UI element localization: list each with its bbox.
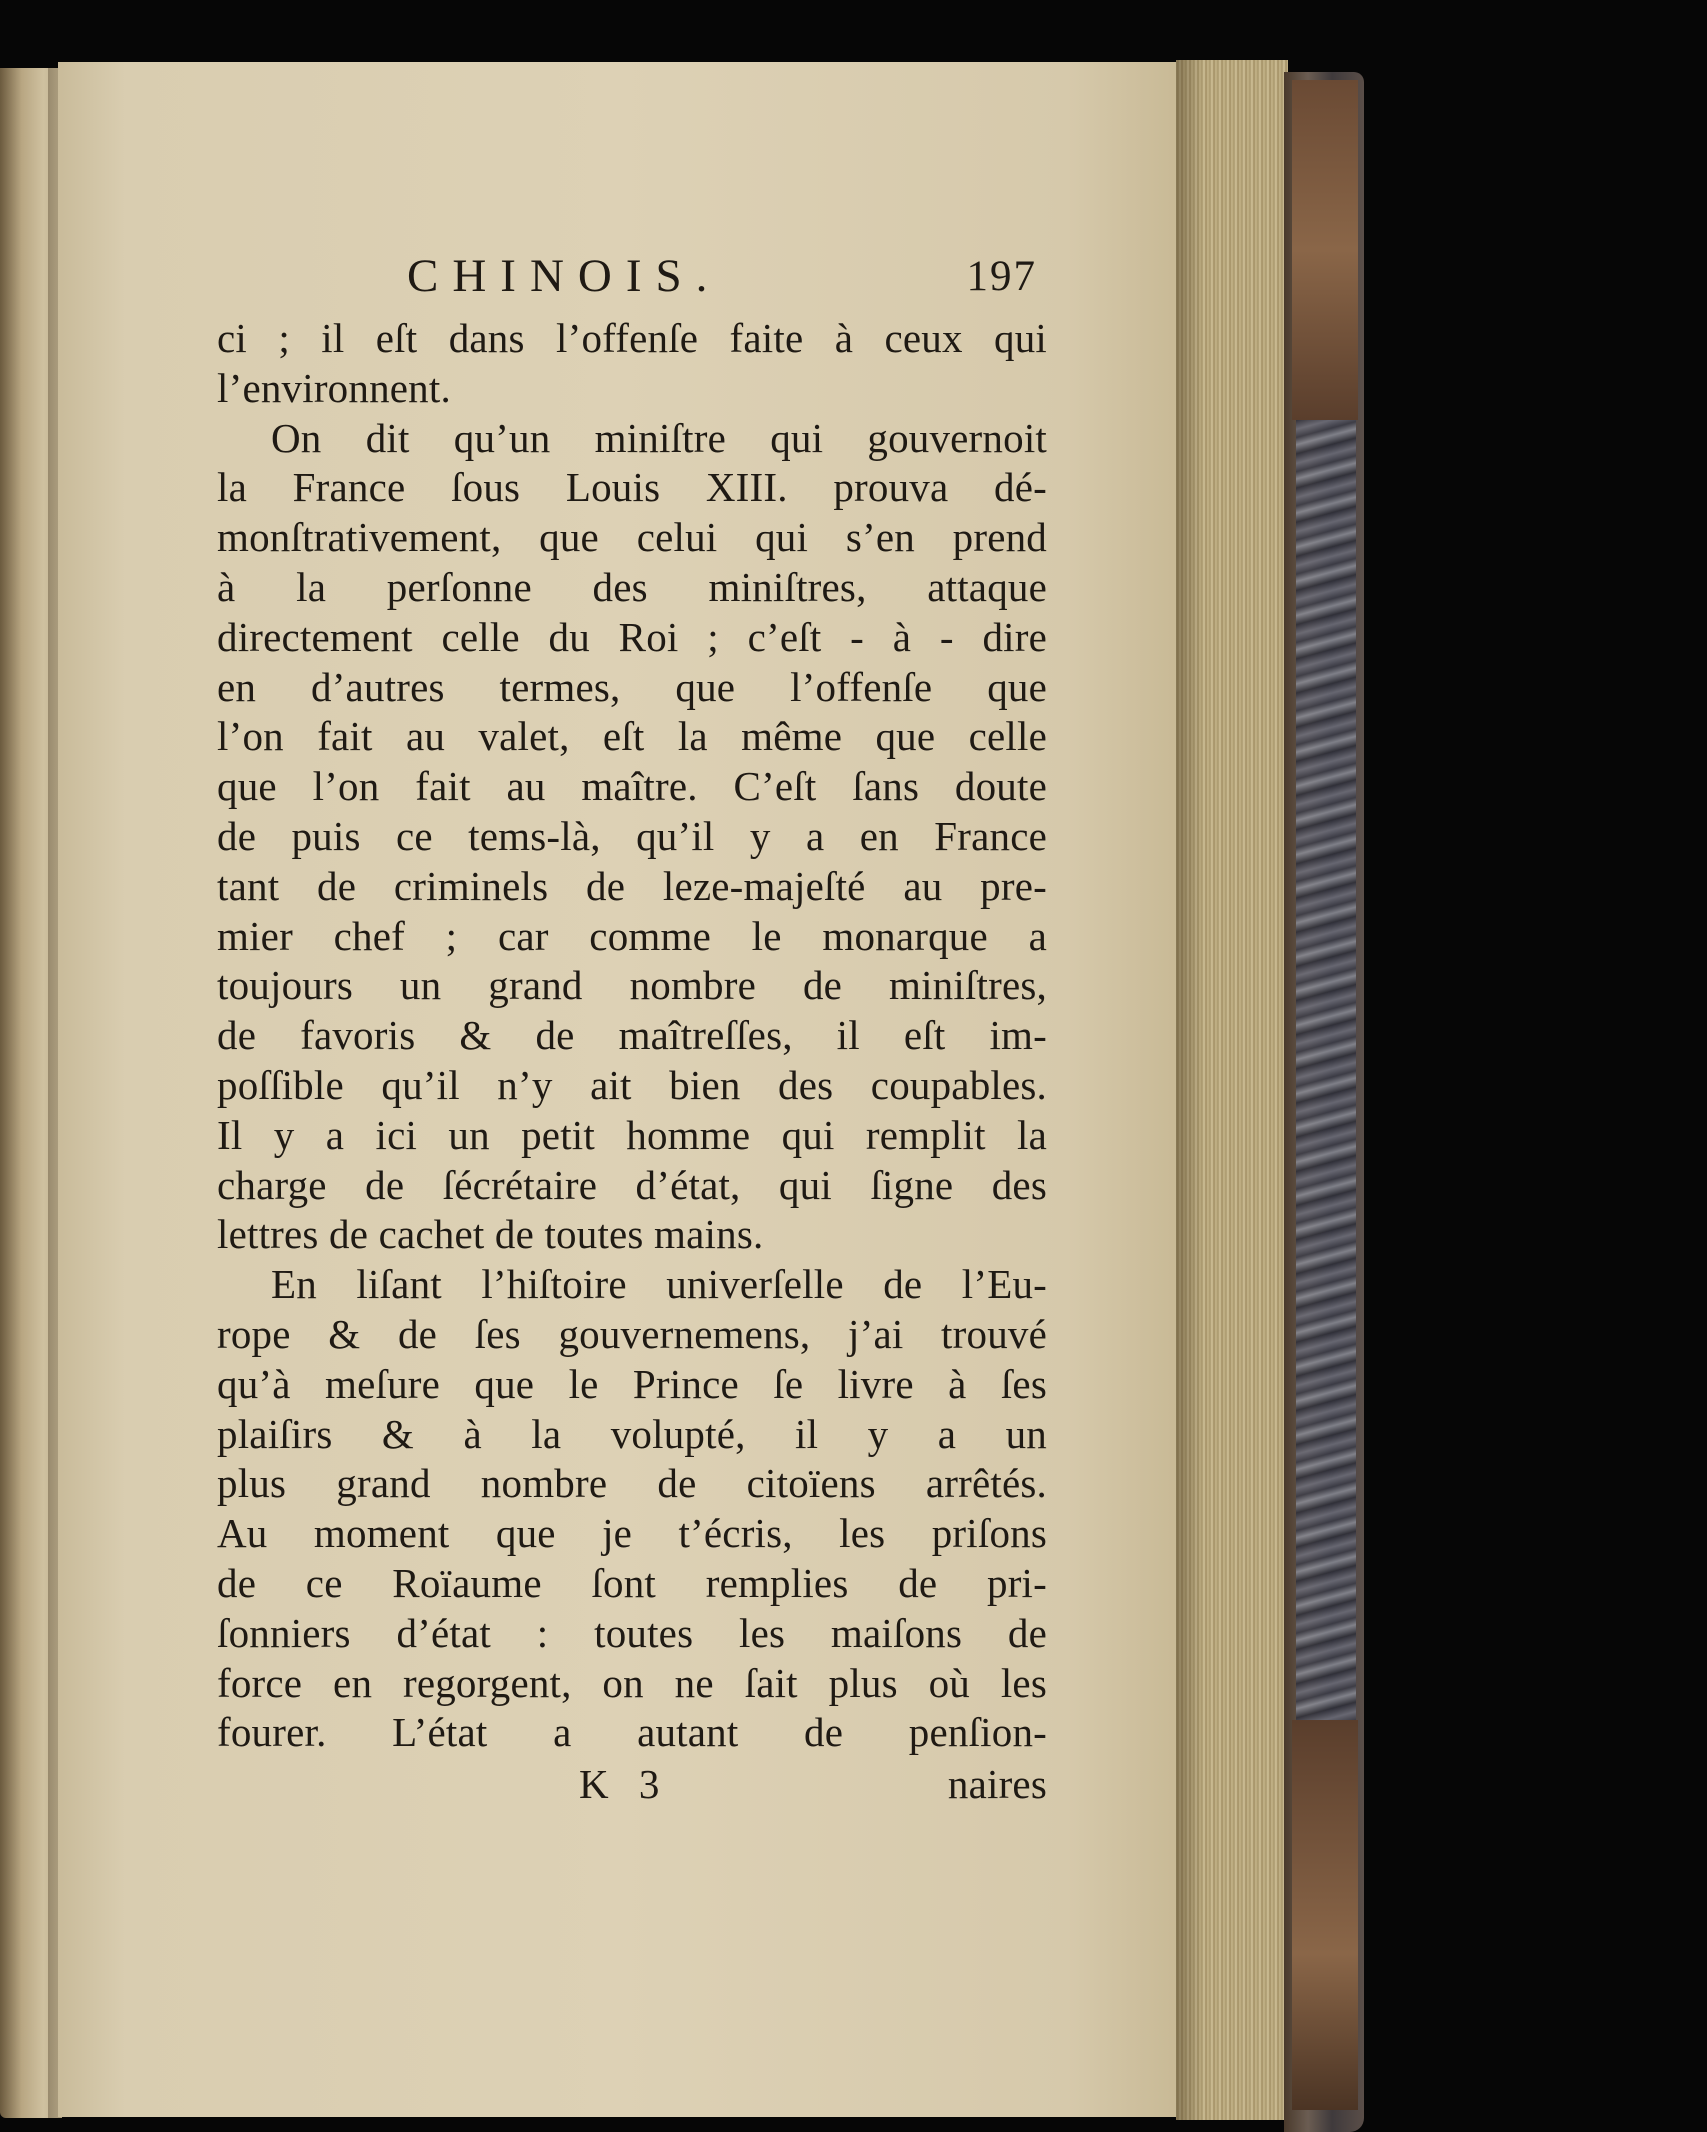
text-line: l’on fait au valet, eſt la même que celle (217, 713, 1047, 760)
marbled-cover-paper (1296, 420, 1356, 1720)
text-line: tant de criminels de leze-majeſté au pre- (217, 862, 1047, 909)
text-line: qu’à meſure que le Prince ſe livre à ſes (217, 1360, 1047, 1407)
signature-mark: K 3 (579, 1761, 670, 1808)
text-line: de puis ce tems-là, qu’il y a en France (217, 812, 1047, 859)
text-line: En liſant l’hiſtoire univerſelle de l’Eu- (271, 1261, 1047, 1308)
text-line: charge de ſécrétaire d’état, qui ſigne des (217, 1161, 1047, 1208)
text-line: l’environnent. (217, 364, 451, 411)
text-line: monſtrativement, que celui qui s’en prend (217, 514, 1047, 561)
text-line: rope & de ſes gouvernemens, j’ai trouvé (217, 1310, 1047, 1357)
text-line: ſonniers d’état : toutes les maiſons de (217, 1609, 1047, 1656)
text-line: On dit qu’un miniſtre qui gouvernoit (271, 414, 1047, 461)
page-footer (217, 1760, 1047, 1814)
text-line: Au moment que je t’écris, les priſons (217, 1510, 1047, 1557)
text-line: à la perſonne des miniſtres, attaque (217, 563, 1047, 610)
text-line: toujours un grand nombre de miniſtres, (217, 962, 1047, 1009)
catchword: naires (947, 1761, 1047, 1808)
text-line: plus grand nombre de citoïens arrêtés. (217, 1460, 1047, 1507)
text-line: plaiſirs & à la volupté, il y a un (217, 1410, 1047, 1457)
cover-leather-corner-bottom (1292, 1720, 1358, 2110)
text-line: lettres de cachet de toutes mains. (217, 1211, 764, 1258)
cover-leather-corner-top (1292, 80, 1358, 420)
text-line: Il y a ici un petit homme qui remplit la (217, 1111, 1047, 1158)
page-header (217, 252, 1047, 314)
text-line: de favoris & de maîtreſſes, il eſt im- (217, 1012, 1047, 1059)
text-line: force en regorgent, on ne ſait plus où les (217, 1659, 1047, 1706)
text-line: que l’on fait au maître. C’eſt ſans doute (217, 763, 1047, 810)
text-line: la France ſous Louis XIII. prouva dé- (217, 464, 1047, 511)
page-edge-shadow (1176, 60, 1204, 2120)
page-text-block (217, 252, 1047, 1814)
running-head: CHINOIS. (407, 250, 722, 302)
text-line: en d’autres termes, que l’offenſe que (217, 663, 1047, 710)
page-number: 197 (966, 253, 1037, 300)
text-line: poſſible qu’il n’y ait bien des coupables. (217, 1061, 1047, 1108)
text-line: directement celle du Roi ; c’eſt - à - dire (217, 613, 1047, 660)
text-line: ci ; il eſt dans l’offenſe faite à ceux qui (217, 315, 1047, 361)
text-line: mier chef ; car comme le monarque a (217, 912, 1047, 959)
text-line: de ce Roïaume ſont remplies de pri- (217, 1559, 1047, 1606)
text-line: fourer. L’état a autant de penſion- (217, 1709, 1047, 1756)
